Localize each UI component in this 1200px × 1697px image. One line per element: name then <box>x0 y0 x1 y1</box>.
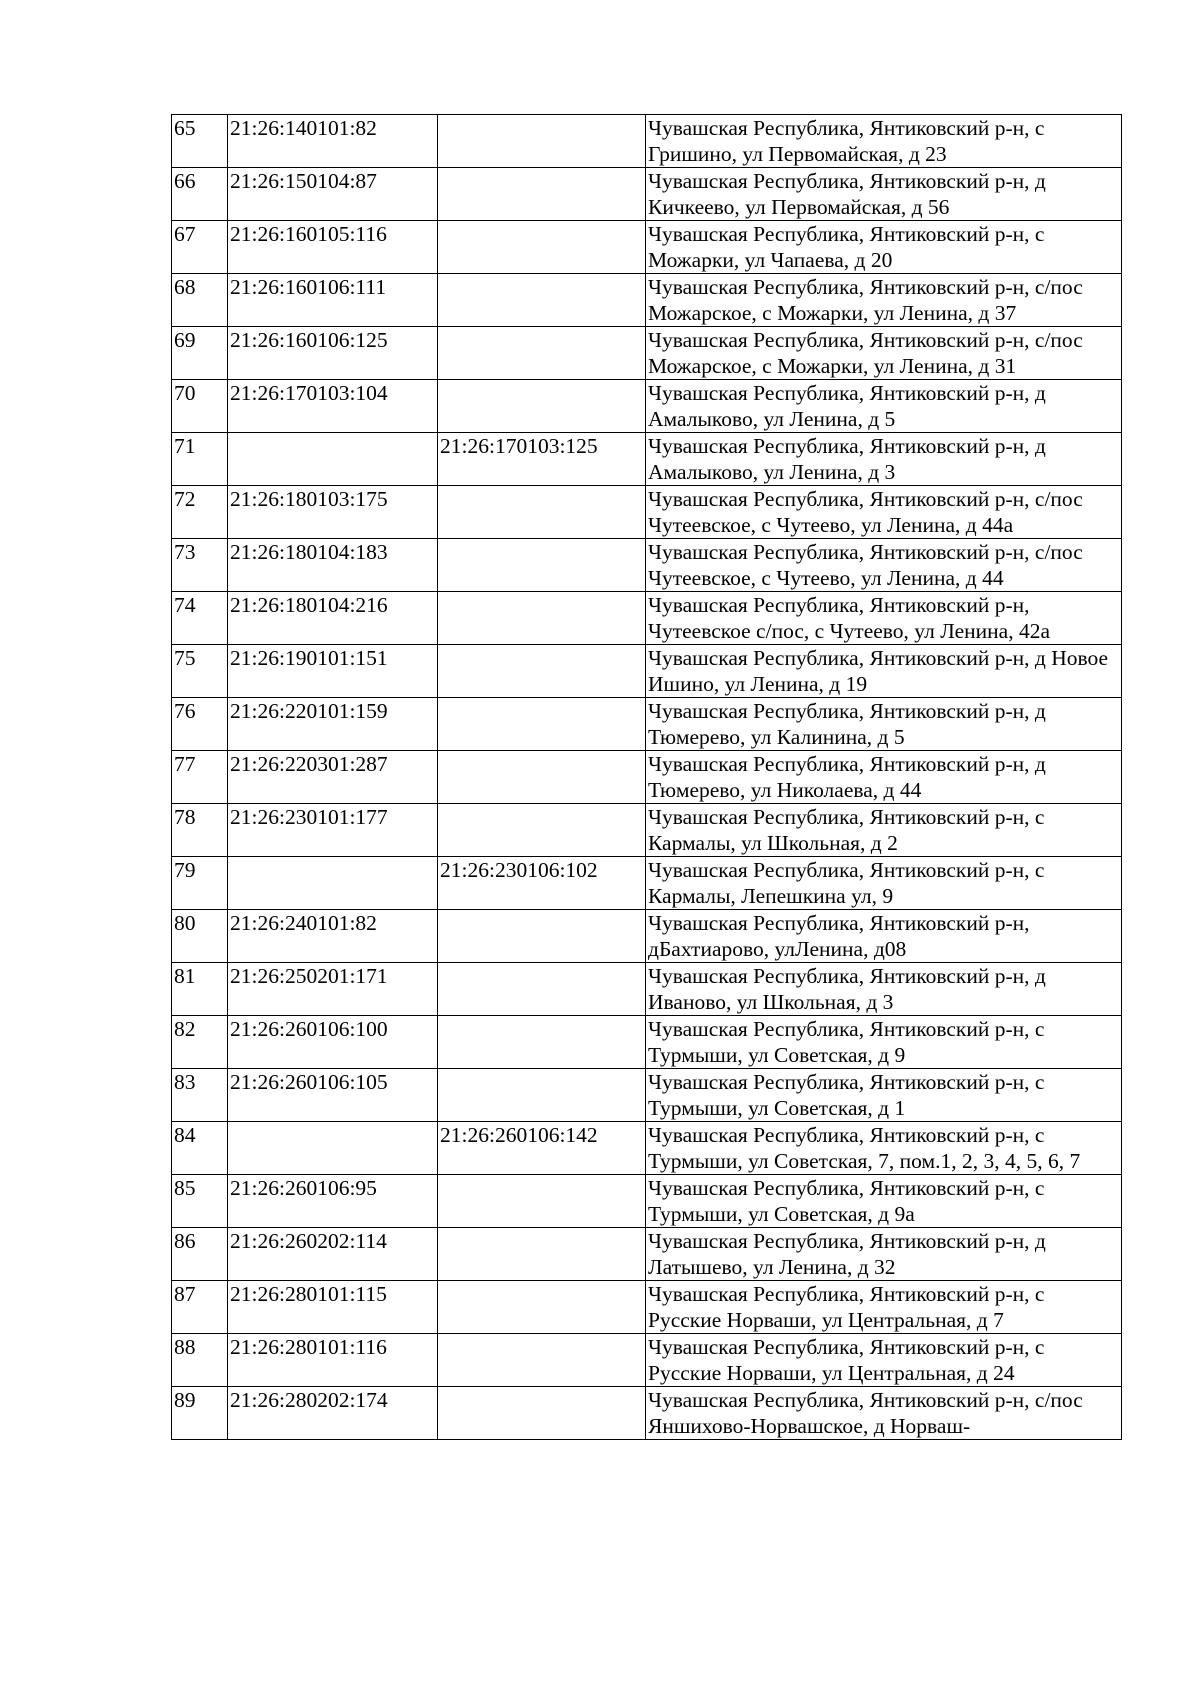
address-cell: Чувашская Республика, Янтиковский р-н, с/пос Можарское, с Можарки, ул Ленина, д 31 <box>646 327 1122 380</box>
cadastral-number-alt-cell <box>438 486 646 539</box>
address-cell: Чувашская Республика, Янтиковский р-н, с Русские Норваши, ул Центральная, д 24 <box>646 1334 1122 1387</box>
cadastral-number-alt-cell <box>438 1175 646 1228</box>
cadastral-number-cell: 21:26:160106:111 <box>228 274 438 327</box>
cadastral-number-cell: 21:26:260106:100 <box>228 1016 438 1069</box>
row-number-cell: 87 <box>172 1281 228 1334</box>
cadastral-number-cell <box>228 1122 438 1175</box>
table-row <box>172 168 1122 221</box>
row-number-cell: 65 <box>172 115 228 168</box>
row-number-cell: 77 <box>172 751 228 804</box>
address-cell: Чувашская Республика, Янтиковский р-н, Чутеевское с/пос, с Чутеево, ул Ленина, 42а <box>646 592 1122 645</box>
address-cell: Чувашская Республика, Янтиковский р-н, с Турмыши, ул Советская, д 9а <box>646 1175 1122 1228</box>
address-cell: Чувашская Республика, Янтиковский р-н, с/пос Чутеевское, с Чутеево, ул Ленина, д 44 <box>646 539 1122 592</box>
property-registry-table <box>171 114 1122 1440</box>
cadastral-number-alt-cell <box>438 115 646 168</box>
table-row <box>172 698 1122 751</box>
row-number-cell: 75 <box>172 645 228 698</box>
cadastral-number-cell: 21:26:220301:287 <box>228 751 438 804</box>
row-number-cell: 71 <box>172 433 228 486</box>
registry-table-body <box>172 115 1122 1440</box>
address-cell: Чувашская Республика, Янтиковский р-н, д Новое Ишино, ул Ленина, д 19 <box>646 645 1122 698</box>
address-cell: Чувашская Республика, Янтиковский р-н, с Русские Норваши, ул Центральная, д 7 <box>646 1281 1122 1334</box>
row-number-cell: 88 <box>172 1334 228 1387</box>
cadastral-number-alt-cell <box>438 221 646 274</box>
cadastral-number-cell: 21:26:160106:125 <box>228 327 438 380</box>
row-number-cell: 79 <box>172 857 228 910</box>
address-cell: Чувашская Республика, Янтиковский р-н, д Латышево, ул Ленина, д 32 <box>646 1228 1122 1281</box>
cadastral-number-cell: 21:26:230101:177 <box>228 804 438 857</box>
cadastral-number-alt-cell <box>438 1228 646 1281</box>
cadastral-number-alt-cell <box>438 1334 646 1387</box>
cadastral-number-alt-cell <box>438 645 646 698</box>
cadastral-number-cell: 21:26:280101:116 <box>228 1334 438 1387</box>
cadastral-number-cell: 21:26:240101:82 <box>228 910 438 963</box>
row-number-cell: 83 <box>172 1069 228 1122</box>
table-row <box>172 592 1122 645</box>
row-number-cell: 69 <box>172 327 228 380</box>
cadastral-number-alt-cell: 21:26:230106:102 <box>438 857 646 910</box>
cadastral-number-alt-cell <box>438 1387 646 1440</box>
cadastral-number-cell: 21:26:170103:104 <box>228 380 438 433</box>
cadastral-number-alt-cell <box>438 168 646 221</box>
row-number-cell: 74 <box>172 592 228 645</box>
cadastral-number-alt-cell <box>438 1069 646 1122</box>
table-row <box>172 1228 1122 1281</box>
row-number-cell: 81 <box>172 963 228 1016</box>
address-cell: Чувашская Республика, Янтиковский р-н, с Гришино, ул Первомайская, д 23 <box>646 115 1122 168</box>
table-row <box>172 751 1122 804</box>
address-cell: Чувашская Республика, Янтиковский р-н, с Турмыши, ул Советская, д 9 <box>646 1016 1122 1069</box>
address-cell: Чувашская Республика, Янтиковский р-н, с/пос Чутеевское, с Чутеево, ул Ленина, д 44а <box>646 486 1122 539</box>
cadastral-number-alt-cell <box>438 1281 646 1334</box>
table-row <box>172 221 1122 274</box>
table-row <box>172 380 1122 433</box>
table-row <box>172 1016 1122 1069</box>
address-cell: Чувашская Республика, Янтиковский р-н, д Кичкеево, ул Первомайская, д 56 <box>646 168 1122 221</box>
table-row <box>172 274 1122 327</box>
cadastral-number-cell: 21:26:180104:183 <box>228 539 438 592</box>
cadastral-number-alt-cell <box>438 1016 646 1069</box>
table-row <box>172 327 1122 380</box>
row-number-cell: 72 <box>172 486 228 539</box>
address-cell: Чувашская Республика, Янтиковский р-н, д Тюмерево, ул Николаева, д 44 <box>646 751 1122 804</box>
address-cell: Чувашская Республика, Янтиковский р-н, с Можарки, ул Чапаева, д 20 <box>646 221 1122 274</box>
cadastral-number-alt-cell <box>438 274 646 327</box>
address-cell: Чувашская Республика, Янтиковский р-н, с Кармалы, ул Школьная, д 2 <box>646 804 1122 857</box>
address-cell: Чувашская Республика, Янтиковский р-н, д Тюмерево, ул Калинина, д 5 <box>646 698 1122 751</box>
cadastral-number-alt-cell <box>438 592 646 645</box>
table-row <box>172 857 1122 910</box>
address-cell: Чувашская Республика, Янтиковский р-н, д Амалыково, ул Ленина, д 3 <box>646 433 1122 486</box>
row-number-cell: 70 <box>172 380 228 433</box>
cadastral-number-cell <box>228 433 438 486</box>
row-number-cell: 66 <box>172 168 228 221</box>
table-row <box>172 433 1122 486</box>
cadastral-number-alt-cell <box>438 698 646 751</box>
row-number-cell: 82 <box>172 1016 228 1069</box>
row-number-cell: 89 <box>172 1387 228 1440</box>
table-row <box>172 115 1122 168</box>
address-cell: Чувашская Республика, Янтиковский р-н, д Иваново, ул Школьная, д 3 <box>646 963 1122 1016</box>
cadastral-number-cell <box>228 857 438 910</box>
cadastral-number-cell: 21:26:180103:175 <box>228 486 438 539</box>
row-number-cell: 78 <box>172 804 228 857</box>
table-row <box>172 645 1122 698</box>
table-row <box>172 910 1122 963</box>
cadastral-number-alt-cell <box>438 910 646 963</box>
cadastral-number-cell: 21:26:140101:82 <box>228 115 438 168</box>
cadastral-number-cell: 21:26:260106:105 <box>228 1069 438 1122</box>
row-number-cell: 86 <box>172 1228 228 1281</box>
address-cell: Чувашская Республика, Янтиковский р-н, с/пос Можарское, с Можарки, ул Ленина, д 37 <box>646 274 1122 327</box>
table-row <box>172 1334 1122 1387</box>
row-number-cell: 85 <box>172 1175 228 1228</box>
cadastral-number-alt-cell <box>438 804 646 857</box>
address-cell: Чувашская Республика, Янтиковский р-н, с Турмыши, ул Советская, д 1 <box>646 1069 1122 1122</box>
row-number-cell: 80 <box>172 910 228 963</box>
cadastral-number-cell: 21:26:180104:216 <box>228 592 438 645</box>
cadastral-number-alt-cell <box>438 380 646 433</box>
row-number-cell: 73 <box>172 539 228 592</box>
table-row <box>172 486 1122 539</box>
cadastral-number-cell: 21:26:220101:159 <box>228 698 438 751</box>
cadastral-number-cell: 21:26:280202:174 <box>228 1387 438 1440</box>
cadastral-number-alt-cell: 21:26:260106:142 <box>438 1122 646 1175</box>
address-cell: Чувашская Республика, Янтиковский р-н, с Кармалы, Лепешкина ул, 9 <box>646 857 1122 910</box>
cadastral-number-cell: 21:26:190101:151 <box>228 645 438 698</box>
cadastral-number-cell: 21:26:260202:114 <box>228 1228 438 1281</box>
row-number-cell: 68 <box>172 274 228 327</box>
address-cell: Чувашская Республика, Янтиковский р-н, с/пос Яншихово-Норвашское, д Норваш- <box>646 1387 1122 1440</box>
row-number-cell: 84 <box>172 1122 228 1175</box>
address-cell: Чувашская Республика, Янтиковский р-н, д Амалыково, ул Ленина, д 5 <box>646 380 1122 433</box>
cadastral-number-alt-cell <box>438 539 646 592</box>
cadastral-number-cell: 21:26:260106:95 <box>228 1175 438 1228</box>
cadastral-number-cell: 21:26:280101:115 <box>228 1281 438 1334</box>
table-row <box>172 539 1122 592</box>
address-cell: Чувашская Республика, Янтиковский р-н, дБахтиарово, улЛенина, д08 <box>646 910 1122 963</box>
table-row <box>172 1281 1122 1334</box>
cadastral-number-alt-cell <box>438 963 646 1016</box>
table-row <box>172 1069 1122 1122</box>
cadastral-number-cell: 21:26:160105:116 <box>228 221 438 274</box>
table-row <box>172 804 1122 857</box>
cadastral-number-alt-cell: 21:26:170103:125 <box>438 433 646 486</box>
table-row <box>172 963 1122 1016</box>
row-number-cell: 67 <box>172 221 228 274</box>
cadastral-number-cell: 21:26:250201:171 <box>228 963 438 1016</box>
table-row <box>172 1122 1122 1175</box>
table-row <box>172 1175 1122 1228</box>
cadastral-number-alt-cell <box>438 751 646 804</box>
cadastral-number-alt-cell <box>438 327 646 380</box>
cadastral-number-cell: 21:26:150104:87 <box>228 168 438 221</box>
row-number-cell: 76 <box>172 698 228 751</box>
table-row <box>172 1387 1122 1440</box>
address-cell: Чувашская Республика, Янтиковский р-н, с Турмыши, ул Советская, 7, пом.1, 2, 3, 4, 5, 6, 7 <box>646 1122 1122 1175</box>
